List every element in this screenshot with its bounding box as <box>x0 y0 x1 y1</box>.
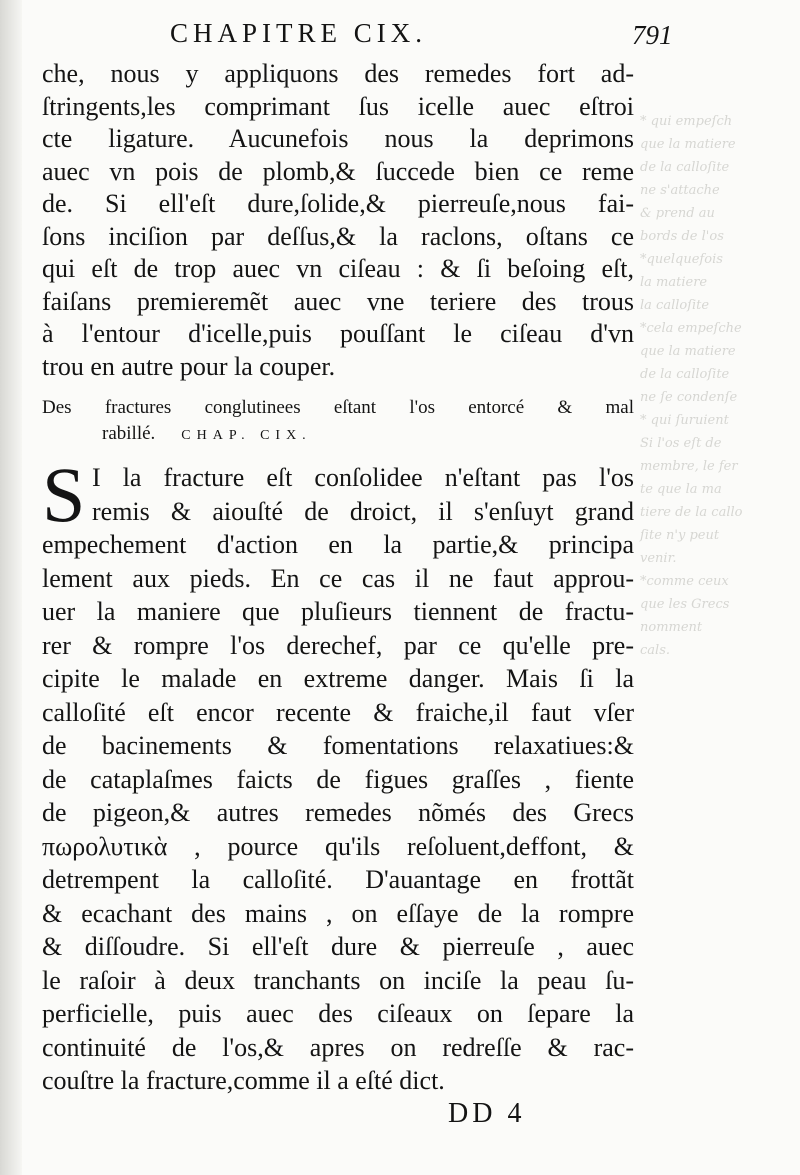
page-footer <box>0 1098 800 1138</box>
text-line: detrempent la calloſité. D'auantage en frottãt <box>42 865 634 894</box>
text-line: perficielle, puis auec des ciſeaux on ſepare la <box>42 999 634 1028</box>
page-gutter-shadow <box>0 0 22 1175</box>
text-line: & diſſoudre. Si ell'eſt dure & pierreuſe , auec <box>42 932 634 961</box>
text-line: & ecachant des mains , on eſſaye de la rompre <box>42 898 634 928</box>
signature-mark: DD 4 <box>448 1098 526 1129</box>
text-line: trou en autre pour la couper. <box>42 351 336 381</box>
text-line: ſons inciſion par deſſus,& la raclons, oſtans ce <box>42 221 634 251</box>
text-line: rer & rompre l'os derechef, par ce qu'elle pre- <box>42 630 634 660</box>
text-line: de. Si ell'eſt dure,ſolide,& pierreuſe,nous fai- <box>42 189 634 218</box>
text-line: de cataplaſmes faicts de figues graſſes , fiente <box>42 764 634 794</box>
chapter-title-end: rabillé. <box>102 423 156 444</box>
text-line: remis & aiouſté de droict, il s'enſuyt grand <box>92 496 634 526</box>
text-line: ſtringents,les comprimant ſus icelle auec eſtroi <box>42 91 634 121</box>
text-line: cte ligature. Aucunefois nous la deprimons <box>42 124 634 153</box>
text-line: qui eſt de trop auec vn ciſeau : & ſi beſoing eſt, <box>42 254 634 283</box>
text-line: le raſoir à deux tranchants on inciſe la peau ſu- <box>42 965 634 995</box>
chapter-title-line: Des fractures conglutinees eſtant l'os entorcé & mal <box>42 397 634 418</box>
text-line: uer la maniere que pluſieurs tiennent de fractu- <box>42 597 634 626</box>
text-line: empechement d'action en la partie,& principa <box>42 530 634 559</box>
text-line: calloſité eſt encor recente & fraiche,il faut vſer <box>42 697 634 727</box>
paragraph-continued <box>42 58 634 383</box>
drop-cap: S <box>42 451 86 538</box>
text-line: lement aux pieds. En ce cas il ne faut approu- <box>42 563 634 593</box>
text-line: cipite le malade en extreme danger. Mais ſi la <box>42 664 634 693</box>
page-number: 791 <box>632 20 673 50</box>
show-through-text: * qui empeſch que la matiere de la calloſite ne s'attache & prend au bords de l'os *quelquefois la matiere la calloſite *cela empeſche que la matiere de la calloſite ne ſe condenſe * qui ſuruient Si l'os eſt de membre, le fer te que la ma tiere de la callo ſite n'y peut venir. *comme ceux que les Grecs nomment cals. <box>640 114 743 658</box>
text-line: auec vn pois de plomb,& ſuccede bien ce reme <box>42 156 634 186</box>
text-line: de bacinements & fomentations relaxatiues:& <box>42 731 634 760</box>
text-line: I la fracture eſt conſolidee n'eſtant pas l'os <box>92 463 634 492</box>
page-header <box>0 18 800 58</box>
text-line: de pigeon,& autres remedes nõmés des Grecs <box>42 798 634 827</box>
chapter-body <box>42 451 634 1098</box>
text-line: couſtre la fracture,comme il a eſté dict. <box>42 1066 445 1095</box>
running-head: CHAPITRE CIX. <box>170 18 428 48</box>
text-line: che, nous y appliquons des remedes fort ad- <box>42 59 634 88</box>
chapter-label: CHAP. CIX. <box>181 428 312 443</box>
chapter-title-line <box>42 421 634 447</box>
text-line: faiſans premieremẽt auec vne teriere des trous <box>42 286 634 316</box>
chapter-heading <box>42 395 634 447</box>
text-line: πωρολυτικὰ , pource qu'ils reſoluent,deffont, & <box>42 831 634 861</box>
text-block <box>42 58 634 1098</box>
text-line: à l'entour d'icelle,puis pouſſant le ciſeau d'vn <box>42 319 634 348</box>
text-line: continuité de l'os,& apres on redreſſe & rac- <box>42 1032 634 1062</box>
